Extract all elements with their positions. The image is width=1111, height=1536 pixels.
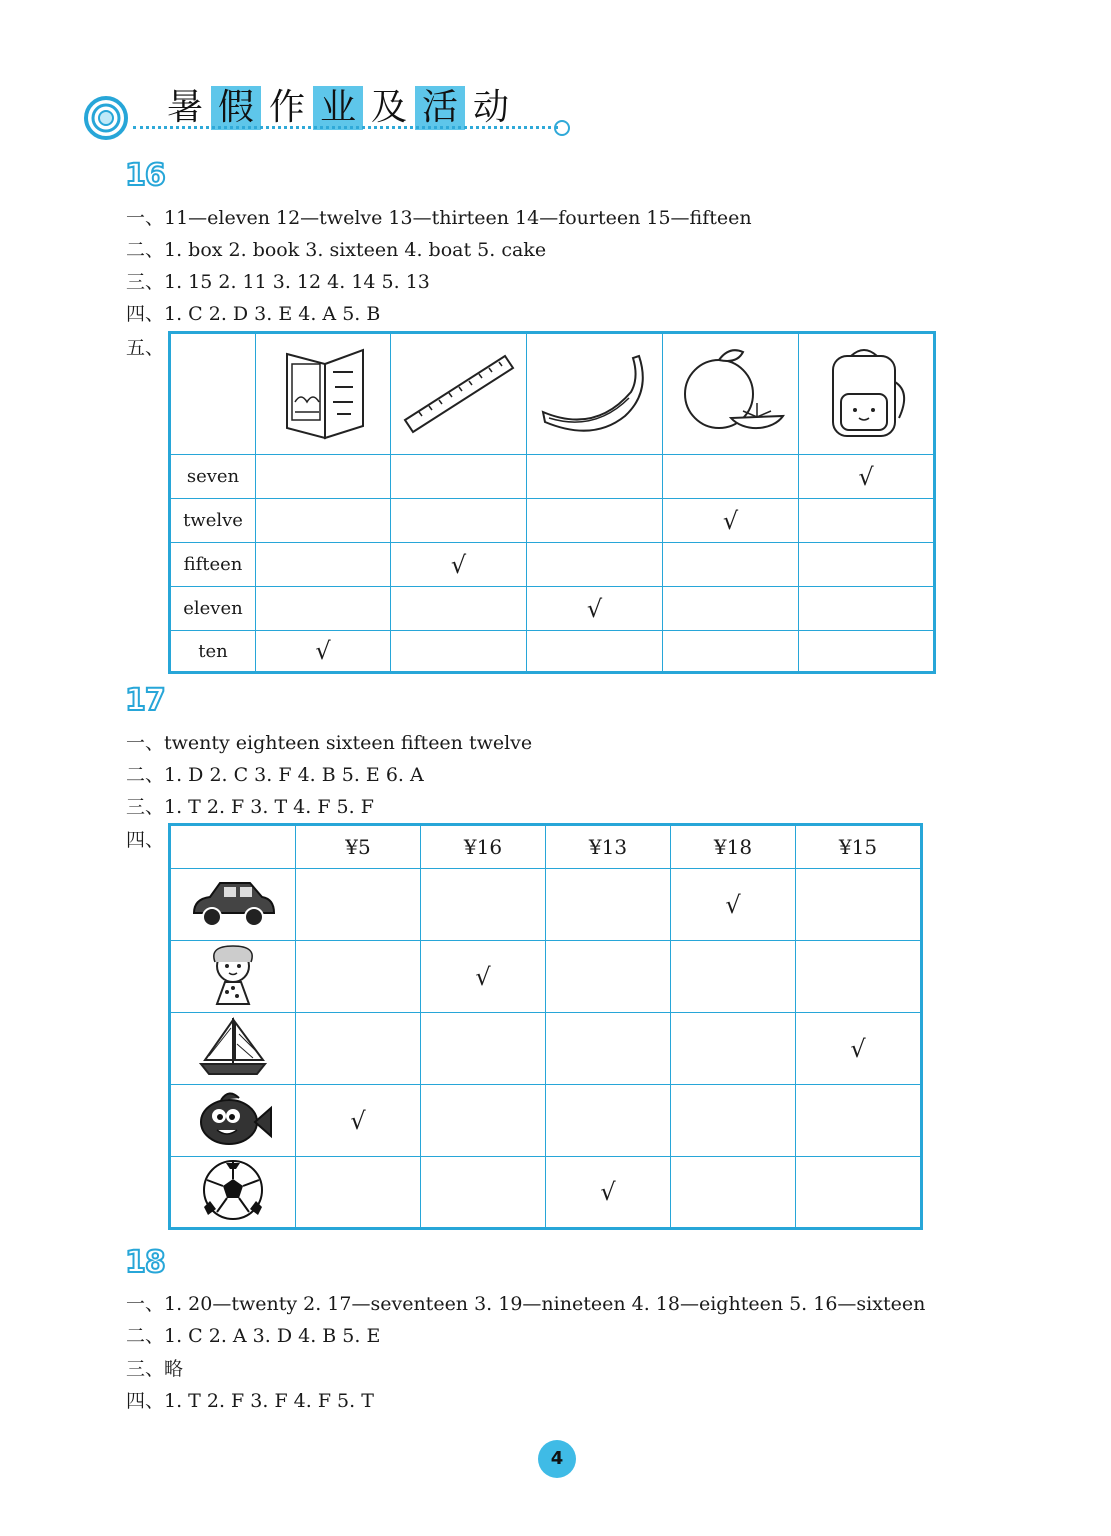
check-mark: √ bbox=[527, 587, 663, 631]
s17-line-3: 三、1. T 2. F 3. T 4. F 5. F bbox=[126, 796, 374, 818]
answer-cell bbox=[663, 455, 799, 499]
answer-cell bbox=[421, 869, 546, 941]
s17-line-1: 一、twenty eighteen sixteen fifteen twelve bbox=[126, 732, 533, 754]
section-number-17: 17 bbox=[125, 683, 165, 718]
answer-cell bbox=[671, 1085, 796, 1157]
check-mark: √ bbox=[799, 455, 935, 499]
row-label: seven bbox=[170, 455, 256, 499]
s16-line-2: 二、1. box 2. book 3. sixteen 4. boat 5. cake bbox=[126, 239, 547, 261]
football-icon bbox=[198, 1157, 268, 1223]
backpack-icon bbox=[811, 342, 921, 442]
toy-car-icon bbox=[188, 873, 278, 933]
price-header: ¥16 bbox=[421, 825, 546, 869]
picture-cell bbox=[527, 333, 663, 455]
orange-icon bbox=[671, 342, 791, 442]
answer-cell bbox=[546, 941, 671, 1013]
doll-icon bbox=[193, 942, 273, 1008]
s18-line-3: 三、略 bbox=[126, 1358, 184, 1380]
answer-cell bbox=[796, 941, 922, 1013]
check-mark: √ bbox=[391, 543, 527, 587]
answer-cell bbox=[256, 499, 391, 543]
s18-line-1: 一、1. 20—twenty 2. 17—seventeen 3. 19—nineteen 4. 18—eighteen 5. 16—sixteen bbox=[126, 1293, 926, 1315]
answer-cell bbox=[256, 587, 391, 631]
answer-cell bbox=[527, 455, 663, 499]
check-mark: √ bbox=[671, 869, 796, 941]
ruler-icon bbox=[399, 342, 519, 442]
section-number-18: 18 bbox=[125, 1245, 165, 1280]
answer-cell bbox=[296, 1013, 421, 1085]
picture-cell bbox=[170, 941, 296, 1013]
answer-cell bbox=[546, 1085, 671, 1157]
section-number-16: 16 bbox=[125, 158, 165, 193]
answer-cell bbox=[799, 499, 935, 543]
page-number: 4 bbox=[538, 1440, 576, 1478]
answer-cell bbox=[391, 631, 527, 673]
s17-line-2: 二、1. D 2. C 3. F 4. B 5. E 6. A bbox=[126, 764, 424, 786]
answer-cell bbox=[671, 941, 796, 1013]
table-corner bbox=[170, 825, 296, 869]
answer-cell bbox=[671, 1013, 796, 1085]
answer-cell bbox=[421, 1013, 546, 1085]
answer-cell bbox=[799, 543, 935, 587]
answer-cell bbox=[256, 455, 391, 499]
fish-icon bbox=[191, 1086, 275, 1152]
s17-line-4: 四、 bbox=[126, 829, 165, 851]
answer-cell bbox=[796, 1085, 922, 1157]
answer-cell bbox=[663, 543, 799, 587]
answer-cell bbox=[391, 455, 527, 499]
s16-line-4: 四、1. C 2. D 3. E 4. A 5. B bbox=[126, 303, 381, 325]
logo-ring-icon bbox=[84, 96, 128, 140]
answer-cell bbox=[796, 869, 922, 941]
answer-cell bbox=[546, 1013, 671, 1085]
row-label: ten bbox=[170, 631, 256, 673]
title-char: 假 bbox=[211, 86, 261, 130]
s18-line-2: 二、1. C 2. A 3. D 4. B 5. E bbox=[126, 1325, 381, 1347]
answer-cell bbox=[421, 1157, 546, 1229]
title-char: 及 bbox=[370, 87, 407, 128]
row-label: twelve bbox=[170, 499, 256, 543]
answer-cell bbox=[663, 631, 799, 673]
banana-icon bbox=[535, 342, 655, 442]
answer-cell bbox=[391, 499, 527, 543]
sailboat-icon bbox=[193, 1014, 273, 1080]
s16-line-3: 三、1. 15 2. 11 3. 12 4. 14 5. 13 bbox=[126, 271, 430, 293]
check-mark: √ bbox=[546, 1157, 671, 1229]
answer-cell bbox=[799, 631, 935, 673]
price-header: ¥18 bbox=[671, 825, 796, 869]
title-divider bbox=[133, 126, 558, 129]
answer-cell bbox=[546, 869, 671, 941]
check-mark: √ bbox=[421, 941, 546, 1013]
title-char: 动 bbox=[472, 87, 509, 128]
picture-cell bbox=[170, 1157, 296, 1229]
picture-cell bbox=[663, 333, 799, 455]
title-char: 活 bbox=[415, 86, 465, 130]
row-label: eleven bbox=[170, 587, 256, 631]
answer-cell bbox=[527, 499, 663, 543]
picture-cell bbox=[170, 1013, 296, 1085]
answer-cell bbox=[527, 631, 663, 673]
picture-cell bbox=[256, 333, 391, 455]
title-char: 作 bbox=[268, 87, 305, 128]
picture-cell bbox=[799, 333, 935, 455]
check-mark: √ bbox=[296, 1085, 421, 1157]
picture-cell bbox=[391, 333, 527, 455]
answer-cell bbox=[663, 587, 799, 631]
price-header: ¥5 bbox=[296, 825, 421, 869]
price-header: ¥13 bbox=[546, 825, 671, 869]
divider-end-icon bbox=[554, 120, 570, 136]
answer-cell bbox=[799, 587, 935, 631]
s18-line-4: 四、1. T 2. F 3. F 4. F 5. T bbox=[126, 1390, 374, 1412]
check-mark: √ bbox=[256, 631, 391, 673]
answer-cell bbox=[296, 869, 421, 941]
title-char: 暑 bbox=[166, 87, 203, 128]
price-header: ¥15 bbox=[796, 825, 922, 869]
check-mark: √ bbox=[796, 1013, 922, 1085]
answer-cell bbox=[796, 1157, 922, 1229]
s16-answer-table bbox=[168, 331, 936, 674]
answer-cell bbox=[296, 1157, 421, 1229]
title-char: 业 bbox=[313, 86, 363, 130]
answer-cell bbox=[421, 1085, 546, 1157]
row-label: fifteen bbox=[170, 543, 256, 587]
picture-cell bbox=[170, 1085, 296, 1157]
answer-cell bbox=[256, 543, 391, 587]
answer-cell bbox=[391, 587, 527, 631]
s17-answer-table bbox=[168, 823, 923, 1230]
picture-cell bbox=[170, 869, 296, 941]
answer-cell bbox=[671, 1157, 796, 1229]
answer-cell bbox=[527, 543, 663, 587]
card-icon bbox=[273, 342, 373, 442]
page-title bbox=[160, 84, 517, 132]
answer-cell bbox=[296, 941, 421, 1013]
table-corner bbox=[170, 333, 256, 455]
s16-line-1: 一、11—eleven 12—twelve 13—thirteen 14—fourteen 15—fifteen bbox=[126, 207, 752, 229]
check-mark: √ bbox=[663, 499, 799, 543]
s16-line-5: 五、 bbox=[126, 337, 165, 359]
